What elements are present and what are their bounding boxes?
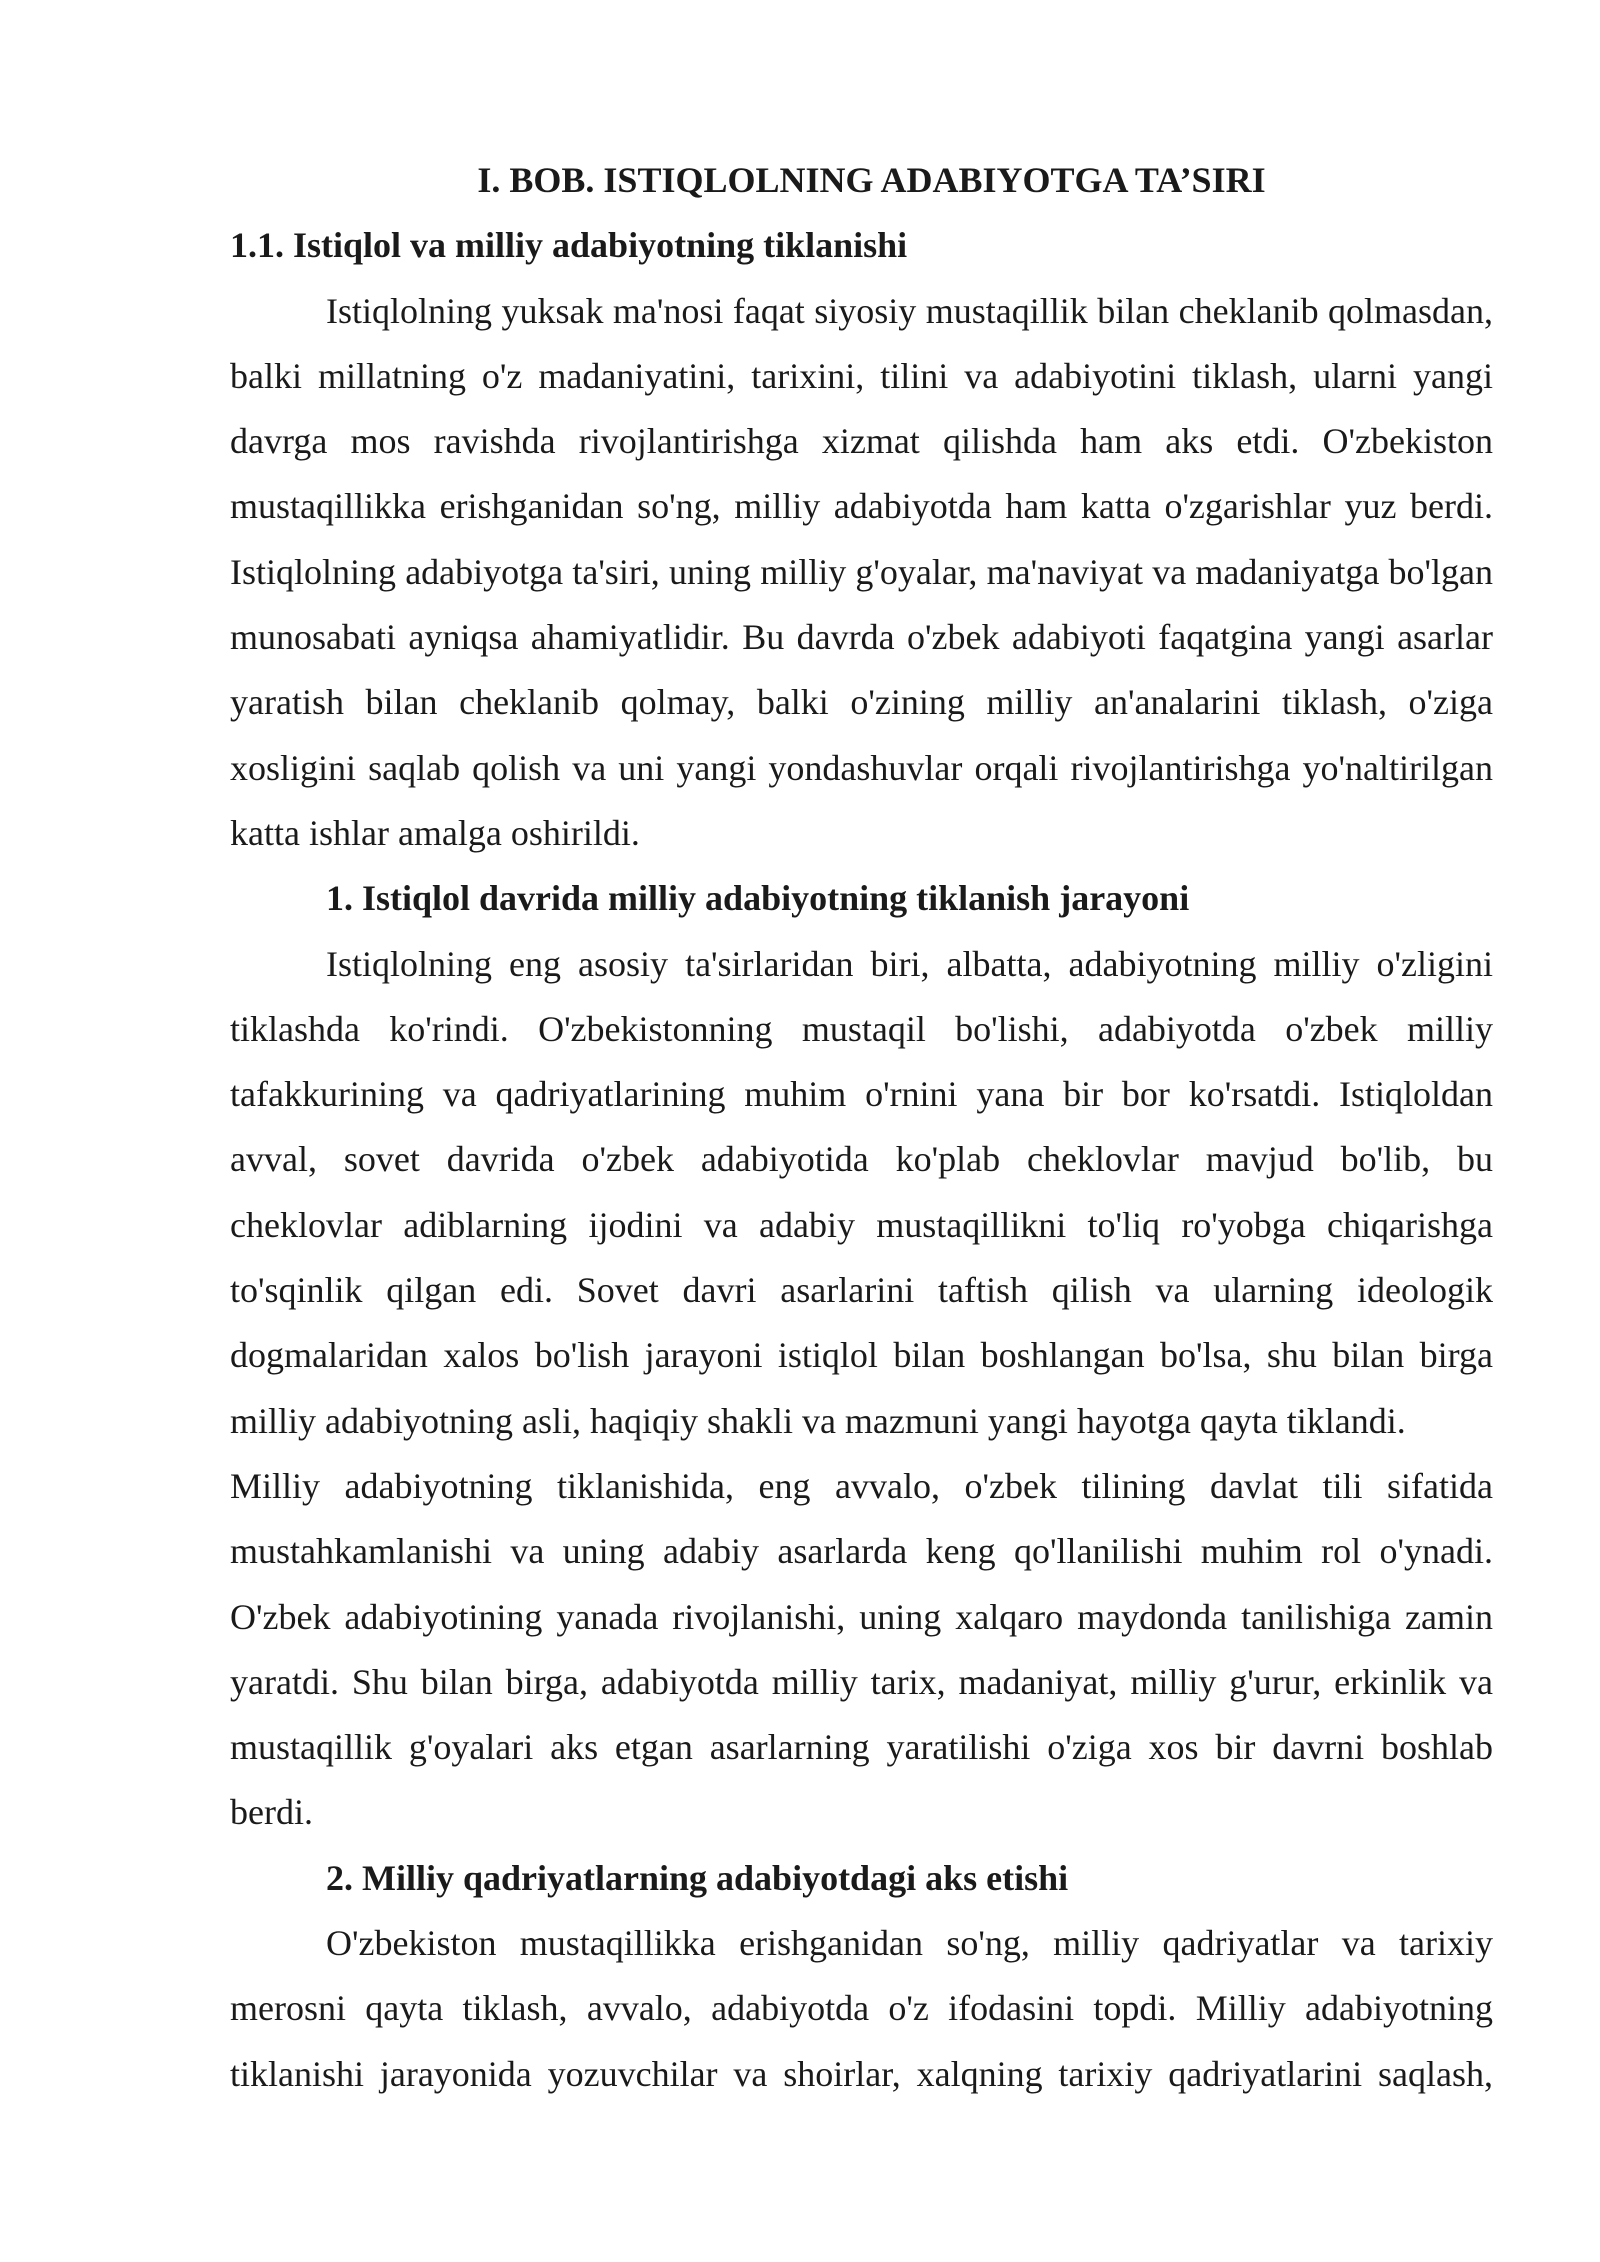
paragraph-intro: Istiqlolning yuksak ma'nosi faqat siyosiy mustaqillik bilan cheklanib qolmasdan, balki millatning o'z madaniyatini, tarixini, tilini va adabiyotini tiklash, ularni yangi davrga mos ravishda rivojlantirishga xizmat qilishda ham aks etdi. O'zbekiston mustaqillikka erishganidan so'ng, milliy adabiyotda ham katta o'zgarishlar yuz berdi. Istiqlolning adabiyotga ta'siri, uning milliy g'oyalar, ma'naviyat va madaniyatga bo'lgan munosabati ayniqsa ahamiyatlidir. Bu davrda o'zbek adabiyoti faqatgina yangi asarlar yaratish bilan cheklanib qolmay, balki o'zining milliy an'analarini tiklash, o'ziga xosligini saqlab qolish va uni yangi yondashuvlar orqali rivojlantirishga yo'naltirilgan katta ishlar amalga oshirildi. — [230, 290, 1493, 853]
section-title: 1.1. Istiqlol va milliy adabiyotning tiklanishi — [230, 225, 908, 266]
paragraph-revival-process: Istiqlolning eng asosiy ta'sirlaridan biri, albatta, adabiyotning milliy o'zligini tiklashda ko'rindi. O'zbekistonning mustaqil bo'lishi, adabiyotda o'zbek milliy tafakkurining va qadriyatlarining muhim o'rnini yana bir bor ko'rsatdi. Istiqloldan avval, sovet davrida o'zbek adabiyotida ko'plab cheklovlar mavjud bo'lib, bu cheklovlar adiblarning ijodini va adabiy mustaqillikni to'liq ro'yobga chiqarishga to'sqinlik qilgan edi. Sovet davri asarlarini taftish qilish va ularning ideologik dogmalaridan xalos bo'lish jarayoni istiqlol bilan boshlangan bo'lsa, shu bilan birga milliy adabiyotning asli, haqiqiy shakli va mazmuni yangi hayotga qayta tiklandi. — [230, 943, 1493, 1441]
subsection-title-1: 1. Istiqlol davrida milliy adabiyotning tiklanish jarayoni — [326, 878, 1190, 919]
chapter-title: I. BOB. ISTIQLOLNING ADABIYOTGA TA’SIRI — [477, 160, 1266, 200]
paragraph-language-role: Milliy adabiyotning tiklanishida, eng avvalo, o'zbek tilining davlat tili sifatida mustahkamlanishi va uning adabiy asarlarda keng qo'llanilishi muhim rol o'ynadi. O'zbek adabiyotining yanada rivojlanishi, uning xalqaro maydonda tanilishiga zamin yaratdi. Shu bilan birga, adabiyotda milliy tarix, madaniyat, milliy g'urur, erkinlik va mustaqillik g'oyalari aks etgan asarlarning yaratilishi o'ziga xos bir davrni boshlab berdi. — [230, 1465, 1493, 1833]
document-page — [230, 148, 1493, 2107]
paragraph-national-values: O'zbekiston mustaqillikka erishganidan so'ng, milliy qadriyatlar va tarixiy merosni qayta tiklash, avvalo, adabiyotda o'z ifodasini topdi. Milliy adabiyotning tiklanishi jarayonida yozuvchilar va shoirlar, xalqning tarixiy qadriyatlarini saqlash, — [230, 1923, 1493, 2094]
subsection-title-2: 2. Milliy qadriyatlarning adabiyotdagi aks etishi — [326, 1857, 1069, 1898]
